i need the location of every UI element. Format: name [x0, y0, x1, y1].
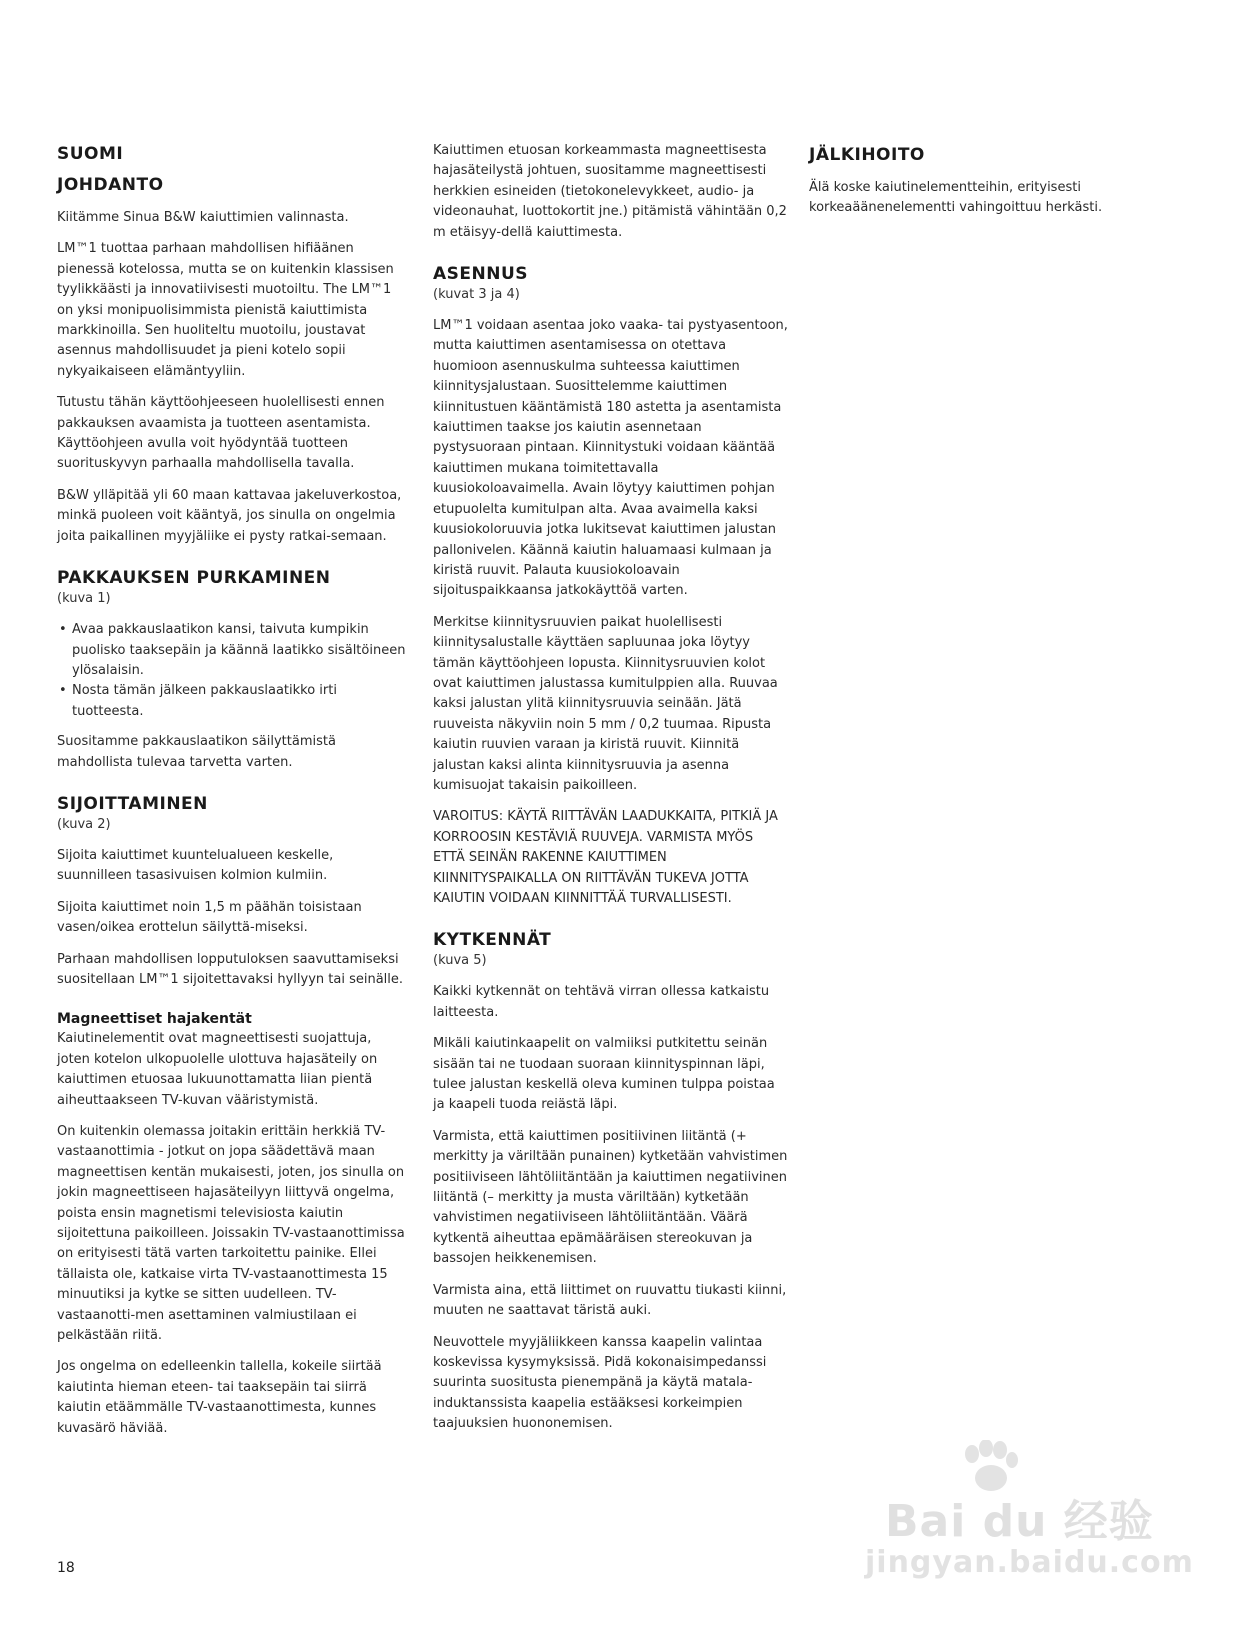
paragraph: Kaikki kytkennät on tehtävä virran ollessa katkaistu laitteesta. — [433, 984, 770, 1020]
paragraph: Parhaan mahdollisen lopputuloksen saavuttamiseksi suositellaan LM™1 sijoitettavaksi hyllyyn tai seinälle. — [57, 951, 404, 987]
section-installation — [433, 263, 788, 909]
watermark-url: jingyan.baidu.com — [865, 1545, 1194, 1580]
paragraph: Kiitämme Sinua B&W kaiuttimien valinnasta. — [57, 210, 349, 225]
paragraph: Älä koske kaiutinelementteihin, erityisesti korkeaäänenelementti vahingoittuu herkästi. — [809, 180, 1103, 216]
watermark — [865, 1440, 1194, 1590]
section-intro — [57, 174, 407, 547]
subsection-title-magnetic: Magneettiset hajakentät — [57, 1011, 252, 1028]
page-number: 18 — [57, 1560, 75, 1576]
warning-paragraph: VAROITUS: KÄYTÄ RIITTÄVÄN LAADUKKAITA, PITKIÄ JA KORROOSIN KESTÄVIÄ RUUVEJA. VARMISTA MYÖS ETTÄ SEINÄN RAKENNE KAIUTTIMEN KIINNITYSPAIKALLA ON RIITTÄVÄN TUKEVA JOTTA KAIUTIN VOIDAAN KIINNITTÄÄ TURVALLISESTI. — [433, 809, 778, 906]
paragraph: LM™1 tuottaa parhaan mahdollisen hifiäänen pienessä kotelossa, mutta se on kuitenkin klassisen tyylikkäästi ja innovatiivisesti muotoiltu. The LM™1 on yksi monipuolisimmista pienistä kaiuttimista markkinoilla. Sen huoliteltu muotoilu, joustavat asennus mahdollisuudet ja pieni kotelo sopii nykyaikaiseen elämäntyyliin. — [57, 241, 394, 379]
paragraph: Neuvottele myyjäliikkeen kanssa kaapelin valintaa koskevissa kysymyksissä. Pidä kokonaisimpedanssi suurinta suositusta pienempänä ja käytä matala-induktanssista kaapelia estääksesi korkeimpien taajuuksien huononemisen. — [433, 1334, 767, 1432]
section-title-aftercare: JÄLKIHOITO — [809, 145, 925, 165]
list-item: • Nosta tämän jälkeen pakkauslaatikko irti tuotteesta. — [57, 681, 407, 722]
figure-reference: (kuva 5) — [433, 953, 487, 969]
bullet-list — [57, 620, 407, 722]
paragraph: Merkitse kiinnitysruuvien paikat huolellisesti kiinnitysalustalle käyttäen sapluunaa joka löytyy tämän käyttöohjeen lopusta. Kiinnitysruuvien kolot ovat kaiuttimen jalustassa kumitulppien alla. Ruuvaa kaksi jalustan ylitä kiinnitysruuvia seinään. Jätä ruuveista näkyviin noin 5 mm / 0,2 tuumaa. Ripusta kaiutin ruuvien varaan ja kiristä ruuvit. Kiinnitä jalustan kaksi alinta kiinnitysruuvia ja asenna kumisuojat takaisin paikoilleen. — [433, 614, 778, 793]
section-unpacking — [57, 567, 407, 773]
paragraph: Varmista aina, että liittimet on ruuvattu tiukasti kiinni, muuten ne saattavat täristä auki. — [433, 1282, 787, 1319]
column-1 — [57, 140, 407, 1450]
figure-reference: (kuvat 3 ja 4) — [433, 287, 520, 303]
paragraph: Sijoita kaiuttimet noin 1,5 m päähän toisistaan vasen/oikea erottelun säilyttä-miseksi. — [57, 899, 362, 936]
section-title-placement: SIJOITTAMINEN — [57, 793, 208, 814]
paragraph: Jos ongelma on edelleenkin tallella, kokeile siirtää kaiutinta hieman eteen- tai taaksepäin tai siirrä kaiutin etäämmälle TV-vastaanottimesta, kunnes kuvasärö häviää. — [57, 1359, 382, 1436]
section-title-connections: KYTKENNÄT — [433, 930, 552, 951]
column-3 — [809, 140, 1189, 230]
paragraph: Varmista, että kaiuttimen positiivinen liitäntä (+ merkitty ja väriltään punainen) kytketään vahvistimen positiiviseen lähtöliitäntään ja kaiuttimen negatiivinen liitäntä (– merkitty ja musta väriltään) kytketään vahvistimen negatiiviseen lähtöliitäntään. Väärä kytkentä aiheuttaa epämääräisen stereokuvan ja bassojen heikkenemisen. — [433, 1128, 788, 1267]
column-2 — [433, 141, 788, 1446]
paragraph: Sijoita kaiuttimet kuuntelualueen keskelle, suunnilleen tasasivuisen kolmion kulmiin. — [57, 847, 334, 884]
paragraph: On kuitenkin olemassa joitakin erittäin herkkiä TV-vastaanottimia - jotkut on jopa säädettävä maan magneettisen kentän mukaisesti, joten, jos sinulla on jokin magneettiseen hajasäteilyyn liittyvä ongelma, poista ensin magnetismi televisiosta kaiutin sijoitettuna paikoilleen. Joissakin TV-vastaanottimissa on erityisesti tätä varten tarkoitettu painike. Ellei tällaista ole, katkaise virta TV-vastaanottimesta 15 minuutiksi ja kytke se sitten uudelleen. TV-vastaanotti-men asettaminen valmiustilaan ei pelkästään riitä. — [57, 1124, 405, 1344]
language-heading: SUOMI — [57, 144, 124, 164]
section-title-intro: JOHDANTO — [57, 175, 164, 195]
figure-reference: (kuva 2) — [57, 816, 111, 832]
paragraph: B&W ylläpitää yli 60 maan kattavaa jakeluverkostoa, minkä puoleen voit kääntyä, jos sinulla on ongelmia joita paikallinen myyjäliike ei pysty ratkai-semaan. — [57, 487, 402, 544]
list-item: • Avaa pakkauslaatikon kansi, taivuta kumpikin puolisko taaksepäin ja käännä laatikko sisältöineen ylösalaisin. — [57, 620, 407, 681]
watermark-brand: Bai du 经验 — [885, 1496, 1154, 1547]
paragraph: Tutustu tähän käyttöohjeeseen huolellisesti ennen pakkauksen avaamista ja tuotteen asentamista. Käyttöohjeen avulla voit hyödyntää tuotteen suorituskyvyn parhaalla mahdollisella tavalla. — [57, 395, 385, 472]
paragraph: LM™1 voidaan asentaa joko vaaka- tai pystyasentoon, mutta kaiuttimen asentamisessa on otettava huomioon asennuskulma suhteessa kaiuttimen kiinnitysjalustaan. Suosittelemme kaiuttimen kiinnitustuen kääntämistä 180 astetta ja asentamista kaiuttimen taakse jos kaiutin asennetaan pystysuoraan pintaan. Kiinnitystuki voidaan kääntää kaiuttimen mukana toimitettavalla kuusiokoloavaimella. Avain löytyy kaiuttimen pohjan etupuolelta kumitulpan alta. Avaa avaimella kaksi kuusiokoloruuvia jotka lukitsevat kaiuttimen jalustan pallonivelen. Käännä kaiutin haluamaasi kulmaan ja kiristä ruuvit. Palauta kuusiokoloavain sijoituspaikkaansa jatkokäyttöä varten. — [433, 318, 788, 599]
section-connections — [433, 929, 788, 1434]
paragraph: Mikäli kaiutinkaapelit on valmiiksi putkitettu seinän sisään tai ne tuodaan suoraan kiinnityspinnan läpi, tulee jalustan keskellä oleva kuminen tulppa poistaa ja kaapeli tuoda reiästä läpi. — [433, 1036, 775, 1113]
figure-reference: (kuva 1) — [57, 591, 111, 607]
section-aftercare — [809, 144, 1189, 219]
section-magnetic-fields — [57, 1010, 407, 1439]
paragraph: Suositamme pakkauslaatikon säilyttämistä mahdollista tulevaa tarvetta varten. — [57, 734, 336, 770]
paragraph: Kaiuttimen etuosan korkeammasta magneettisesta hajasäteilystä johtuen, suositamme magneettisesti herkkien esineiden (tietokonelevykkeet, audio- ja videonauhat, luottokortit jne.) pitämistä vähintään 0,2 m etäisyy-dellä kaiuttimesta. — [433, 143, 787, 240]
paragraph: Kaiutinelementit ovat magneettisesti suojattuja, joten kotelon ulkopuolelle ulottuva hajasäteily on kaiuttimen etuosaa lukuunottamatta liian pientä aiheuttaakseen TV-kuvan vääristymistä. — [57, 1031, 378, 1108]
section-placement — [57, 793, 407, 990]
section-title-installation: ASENNUS — [433, 264, 529, 285]
section-title-unpacking: PAKKAUKSEN PURKAMINEN — [57, 568, 331, 589]
